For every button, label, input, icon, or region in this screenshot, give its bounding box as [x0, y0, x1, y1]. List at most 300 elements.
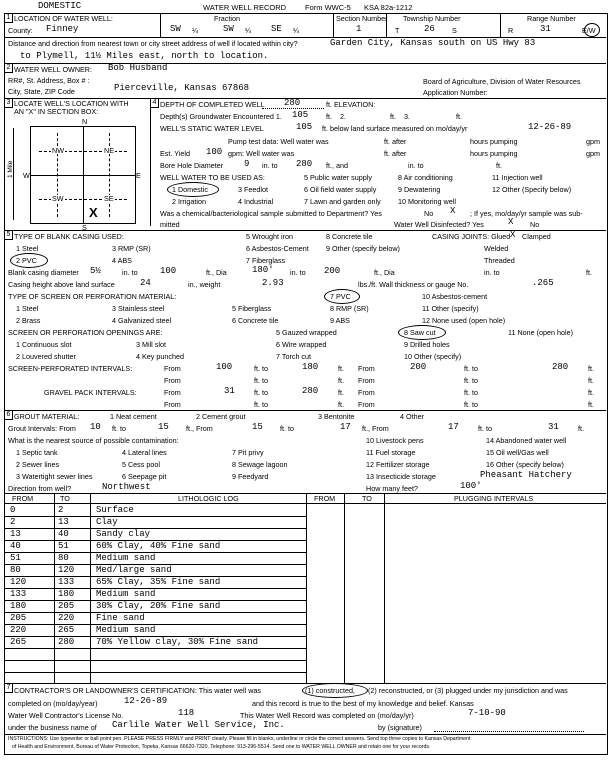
domestic-circle: [167, 182, 219, 197]
dia-ft2: ft., Dia: [374, 268, 395, 277]
use-industrial[interactable]: 4 Industrial: [238, 197, 274, 206]
owner-name[interactable]: Bob Husband: [108, 63, 168, 73]
log-header-from: FROM: [12, 494, 34, 503]
bore-to: in. to: [262, 161, 278, 170]
fraction-3[interactable]: SE: [271, 24, 282, 34]
csz-label: City, State, ZIP Code: [8, 87, 75, 96]
signature-line[interactable]: [434, 731, 584, 732]
screen-rmp[interactable]: 8 RMP (SR): [330, 304, 369, 313]
g1-from[interactable]: 10: [90, 422, 101, 432]
perf-label: SCREEN-PERFORATED INTERVALS:: [8, 364, 133, 373]
diameter-value[interactable]: 5½: [90, 266, 101, 276]
screen-steel[interactable]: 1 Steel: [16, 304, 39, 313]
ksa-number: KSA 82a-1212: [364, 3, 413, 12]
cert-text-3: and this record is true to the best of my knowledge and belief. Kansas: [252, 699, 474, 708]
joints-label: CASING JOINTS: Glued: [432, 232, 511, 241]
gravel-from-2: From: [358, 388, 375, 397]
casing-wrought[interactable]: 5 Wrought iron: [246, 232, 294, 241]
domestic-stamp: DOMESTIC: [38, 1, 82, 11]
perf1-to[interactable]: 180: [302, 362, 319, 372]
county-label: County:: [8, 26, 33, 35]
perf-from: From: [164, 364, 181, 373]
row-divider: [4, 516, 306, 517]
weight-label: in., weight: [188, 280, 221, 289]
use-air[interactable]: 8 Air conditioning: [398, 173, 453, 182]
screen-label: TYPE OF SCREEN OR PERFORATION MATERIAL:: [8, 292, 177, 301]
ft-label: ft.: [588, 364, 594, 373]
log-from[interactable]: 2: [10, 517, 16, 527]
township-value[interactable]: 26: [424, 24, 435, 34]
log-from[interactable]: 180: [10, 601, 27, 611]
elevation-label: ft. ELEVATION:: [326, 100, 376, 109]
threaded-label: Threaded: [484, 256, 515, 265]
dia-depth[interactable]: 100: [160, 266, 177, 276]
divider: [4, 503, 606, 504]
depth-label: DEPTH OF COMPLETED WELL: [160, 100, 265, 109]
hours-label: hours pumping: [470, 149, 518, 158]
open-wire[interactable]: 6 Wire wrapped: [276, 340, 327, 349]
east-label: E: [136, 171, 141, 180]
divider: [4, 734, 606, 735]
howmany-value[interactable]: 100': [460, 481, 482, 491]
owner-label: WATER WELL OWNER:: [14, 65, 92, 74]
open-saw-cut[interactable]: 8 Saw cut: [404, 328, 436, 337]
direction-value[interactable]: Northwest: [102, 482, 151, 492]
grout-cement[interactable]: 2 Cement grout: [196, 412, 246, 421]
section-3-number: 3: [4, 98, 13, 108]
ft-label: ft.: [496, 161, 502, 170]
depth-value[interactable]: 280: [284, 98, 301, 108]
screen-concrete[interactable]: 6 Concrete tile: [232, 316, 279, 325]
use-oilfield[interactable]: 6 Oil field water supply: [304, 185, 377, 194]
open-gauzed[interactable]: 5 Gauzed wrapped: [276, 328, 337, 337]
casing-fiberglass[interactable]: 7 Fiberglass: [246, 256, 286, 265]
casing-other[interactable]: 9 Other (specify below): [326, 244, 400, 253]
height-value[interactable]: 24: [140, 278, 151, 288]
screen-none[interactable]: 12 None used (open hole): [422, 316, 506, 325]
open-mill[interactable]: 3 Mill slot: [136, 340, 166, 349]
openings-label: SCREEN OR PERFORATION OPENINGS ARE:: [8, 328, 163, 337]
casing-abs[interactable]: 4 ABS: [112, 256, 132, 265]
casing-label: TYPE OF BLANK CASING USED:: [14, 232, 124, 241]
cont-cess[interactable]: 5 Cess pool: [122, 460, 160, 469]
joints-x[interactable]: X: [510, 230, 516, 240]
cont-fuel[interactable]: 11 Fuel storage: [366, 448, 416, 457]
ft-label: ft.: [338, 376, 344, 385]
row-divider: [4, 672, 306, 673]
fraction-1[interactable]: SW: [170, 24, 181, 34]
use-public[interactable]: 5 Public water supply: [304, 173, 372, 182]
log-to[interactable]: 133: [58, 577, 75, 587]
log-description[interactable]: Medium sand: [96, 625, 156, 635]
log-from[interactable]: 220: [10, 625, 27, 635]
casing-concrete[interactable]: 8 Concrete tile: [326, 232, 373, 241]
license-value[interactable]: 118: [178, 708, 195, 718]
casing-steel[interactable]: 1 Steel: [16, 244, 39, 253]
signature-label: by (signature): [378, 723, 422, 732]
perf2-from[interactable]: 200: [410, 362, 427, 372]
ft-label: ft.: [338, 364, 344, 373]
other-contamination[interactable]: Pheasant Hatchery: [480, 470, 572, 480]
screen-abs[interactable]: 9 ABS: [330, 316, 350, 325]
perf-from-3: From: [164, 376, 181, 385]
record-date[interactable]: 7-10-90: [468, 708, 506, 718]
divider: [384, 493, 385, 683]
section-box[interactable]: [30, 126, 136, 224]
grout-bentonite[interactable]: 3 Bentonite: [318, 412, 355, 421]
log-header-plugging: PLUGGING INTERVALS: [454, 494, 534, 503]
cont-livestock[interactable]: 10 Livestock pens: [366, 436, 424, 445]
static-value[interactable]: 105: [296, 122, 313, 132]
log-from[interactable]: 40: [10, 541, 21, 551]
cont-lagoon[interactable]: 8 Sewage lagoon: [232, 460, 288, 469]
log-description[interactable]: 65% Clay, 35% Fine sand: [96, 577, 221, 587]
direction-label: Direction from well?: [8, 484, 72, 493]
ne-label: NE: [104, 146, 114, 155]
chem-rest: ; If yes, mo/day/yr sample was sub-: [470, 209, 583, 218]
perf-to-2: ft. to: [464, 364, 478, 373]
log-to[interactable]: 180: [58, 589, 75, 599]
log-to[interactable]: 13: [58, 517, 69, 527]
row-divider: [4, 612, 306, 613]
business-name[interactable]: Carlile Water Well Service, Inc.: [112, 720, 285, 730]
gravel-from-value[interactable]: 31: [224, 386, 235, 396]
cont-other[interactable]: 16 Other (specify below): [486, 460, 564, 469]
section-box-horizontal: [31, 175, 135, 176]
log-from[interactable]: 51: [10, 553, 21, 563]
in-to: in. to: [484, 268, 500, 277]
range-ew: E/W: [582, 26, 596, 35]
ft-label: ft.: [588, 388, 594, 397]
north-label: N: [82, 117, 88, 126]
open-louvered[interactable]: 2 Louvered shutter: [16, 352, 76, 361]
row-divider: [4, 660, 306, 661]
perf1-from[interactable]: 100: [216, 362, 233, 372]
form-title: WATER WELL RECORD: [203, 3, 287, 12]
cont-seepage[interactable]: 6 Seepage pit: [122, 472, 167, 481]
screen-other[interactable]: 11 Other (specify): [422, 304, 479, 313]
section-1-number: 1: [4, 13, 13, 23]
cont-lateral[interactable]: 4 Lateral lines: [122, 448, 167, 457]
log-description[interactable]: Sandy clay: [96, 529, 151, 539]
pump-test-label: Pump test data: Well water was: [228, 137, 329, 146]
cert-text-1: CONTRACTOR'S OR LANDOWNER'S CERTIFICATION: This water well was: [14, 686, 262, 695]
range-r: R: [508, 26, 514, 35]
screen-brass[interactable]: 2 Brass: [16, 316, 41, 325]
section-5-number: 5: [4, 230, 13, 240]
dia2-value[interactable]: 180': [252, 265, 274, 275]
completed-label: completed on (mo/day/year): [8, 699, 98, 708]
divider: [150, 98, 151, 226]
section-2-number: 2: [4, 63, 13, 73]
gpm-label: gpm: [586, 149, 600, 158]
section-value[interactable]: 1: [356, 24, 362, 34]
log-from[interactable]: 265: [10, 637, 27, 647]
divider: [500, 13, 501, 37]
completed-value[interactable]: 12-26-89: [124, 696, 168, 706]
chem-no: No: [424, 209, 434, 218]
divider: [344, 493, 345, 683]
casing-rmp[interactable]: 3 RMP (SR): [112, 244, 151, 253]
township-t: T: [395, 26, 400, 35]
dia2-to: in. to: [290, 268, 306, 277]
yield-value[interactable]: 100: [206, 147, 223, 157]
ft-label: ft.: [326, 112, 332, 121]
gravel-from-4: From: [358, 400, 375, 409]
board-label: Board of Agriculture, Division of Water Resources: [423, 77, 581, 86]
groundwater-value[interactable]: 105: [292, 110, 309, 120]
disinfected-label: Water Well Disinfected? Yes: [394, 220, 484, 229]
open-key[interactable]: 4 Key punched: [136, 352, 184, 361]
thickness-value[interactable]: .265: [532, 278, 554, 288]
use-irrigation[interactable]: 2 Irrigation: [172, 197, 206, 206]
well-location-mark[interactable]: X: [89, 205, 98, 220]
welded-label: Welded: [484, 244, 509, 253]
disinfected-x[interactable]: X: [508, 217, 514, 227]
height-label: Casing height above land surface: [8, 280, 115, 289]
log-header-from-2: FROM: [314, 494, 336, 503]
cont-septic[interactable]: 1 Septic tank: [16, 448, 58, 457]
range-label: Range Number: [527, 14, 576, 23]
log-to[interactable]: 265: [58, 625, 75, 635]
bore-value[interactable]: 9: [244, 159, 250, 169]
instructions-2: of Health and Environment, Bureau of Water Protection, Topeka, Kansas 66620-7320. Telephone: 913-296-5514. Send one to WATER WELL OWNER and retain one for your records.: [12, 744, 431, 750]
casing-pvc[interactable]: 2 PVC: [16, 256, 37, 265]
cert-text-2: (2) reconstructed, or (3) plugged under my jurisdiction and was: [368, 686, 568, 695]
log-description[interactable]: Clay: [96, 517, 118, 527]
divider: [4, 63, 606, 64]
gravel-to: ft. to: [254, 388, 268, 397]
mile-line: [13, 128, 14, 220]
locate-label: LOCATE WELL'S LOCATION WITH: [14, 99, 129, 108]
gpm-label: gpm: [586, 137, 600, 146]
use-other[interactable]: 12 Other (Specify below): [492, 185, 572, 194]
yield-gpm: gpm: Well water was: [228, 149, 295, 158]
form-number: Form WWC-5: [305, 3, 351, 12]
fraction-2[interactable]: SW: [223, 24, 234, 34]
divider: [4, 230, 606, 231]
log-header-lithology: LITHOLOGIC LOG: [178, 494, 239, 503]
grout-intervals-label: Grout Intervals: From: [8, 424, 76, 433]
g3-to[interactable]: 31: [548, 422, 559, 432]
ft-label: ft.: [588, 400, 594, 409]
mitted-label: mitted: [160, 220, 180, 229]
cont-abandoned[interactable]: 14 Abandoned water well: [486, 436, 567, 445]
log-header-to: TO: [60, 494, 70, 503]
bore-to-2: in. to: [408, 161, 424, 170]
perf-from-4: From: [358, 376, 375, 385]
sw-label: SW: [52, 194, 64, 203]
rr-label: RR#, St. Address, Box # :: [8, 76, 90, 85]
perf2-to[interactable]: 280: [552, 362, 569, 372]
cert-constructed[interactable]: (1) constructed,: [305, 686, 355, 695]
log-description[interactable]: Medium sand: [96, 553, 156, 563]
log-description[interactable]: Surface: [96, 505, 134, 515]
nw-label: NW: [52, 146, 64, 155]
log-to[interactable]: 40: [58, 529, 69, 539]
cont-oil[interactable]: 15 Oil well/Gas well: [486, 448, 549, 457]
use-domestic[interactable]: 1 Domestic: [172, 185, 208, 194]
bore-depth[interactable]: 280: [296, 159, 313, 169]
use-dewatering[interactable]: 9 Dewatering: [398, 185, 441, 194]
screen-pvc[interactable]: 7 PVC: [330, 292, 351, 301]
gravel-from: From: [164, 388, 181, 397]
distance-label: Distance and direction from nearest town or city street address of well if located within city?: [8, 39, 298, 48]
section-7-number: 7: [4, 683, 13, 693]
log-description[interactable]: Med/large sand: [96, 565, 172, 575]
use-lawn[interactable]: 7 Lawn and garden only: [304, 197, 381, 206]
log-description[interactable]: 70% Yellow clay, 30% Fine sand: [96, 637, 259, 647]
quarter-1: ¼: [192, 26, 198, 35]
instructions-1: INSTRUCTIONS: Use typewriter or ball point pen. PLEASE PRESS FIRMLY and PRINT clearly. Please fill in blanks, underline or circle the correct answers. Send top three copies to Kansas Department: [8, 736, 471, 742]
static-label: WELL'S STATIC WATER LEVEL: [160, 124, 264, 133]
log-from[interactable]: 133: [10, 589, 27, 599]
row-divider: [4, 648, 306, 649]
log-from[interactable]: 80: [10, 565, 21, 575]
g3-from[interactable]: 17: [448, 422, 459, 432]
gravel-label: GRAVEL PACK INTERVALS:: [44, 388, 137, 397]
saw-cut-circle: [398, 325, 446, 340]
divider: [4, 410, 606, 411]
open-none[interactable]: 11 None (open hole): [508, 328, 573, 337]
grout-label: GROUT MATERIAL:: [14, 412, 80, 421]
casing-asbestos[interactable]: 6 Asbestos-Cement: [246, 244, 309, 253]
cont-privy[interactable]: 7 Pit privy: [232, 448, 264, 457]
log-to[interactable]: 2: [58, 505, 64, 515]
quarter-3: ¼: [293, 26, 299, 35]
open-other[interactable]: 10 Other (specify): [404, 352, 462, 361]
groundwater-label: Depth(s) Groundwater Encountered 1.: [160, 112, 282, 121]
township-label: Township Number: [403, 14, 461, 23]
distance-line-2[interactable]: to Plymell, 11½ Miles east, north to location.: [20, 51, 269, 61]
perf-to-4: ft. to: [464, 376, 478, 385]
screen-galvanized[interactable]: 4 Galvanized steel: [112, 316, 172, 325]
row-divider: [4, 528, 306, 529]
perf-from-2: From: [358, 364, 375, 373]
log-to[interactable]: 120: [58, 565, 75, 575]
fraction-label: Fraction: [214, 14, 240, 23]
distance-line-1[interactable]: Garden City, Kansas south on US Hwy 83: [330, 38, 536, 48]
hours-label: hours pumping: [470, 137, 518, 146]
screen-fiberglass[interactable]: 5 Fiberglass: [232, 304, 272, 313]
section-6-number: 6: [4, 410, 13, 420]
log-to[interactable]: 51: [58, 541, 69, 551]
dia-to: in. to: [122, 268, 138, 277]
constructed-circle: [302, 683, 368, 698]
divider: [386, 13, 387, 37]
owner-city[interactable]: Pierceville, Kansas 67868: [114, 83, 250, 93]
divider: [4, 683, 606, 684]
log-description[interactable]: 60% Clay, 40% Fine sand: [96, 541, 221, 551]
chem-x[interactable]: X: [450, 206, 456, 216]
west-label: W: [23, 171, 30, 180]
cont-insecticide[interactable]: 13 Insecticide storage: [366, 472, 436, 481]
divider: [333, 13, 334, 37]
open-torch[interactable]: 7 Torch cut: [276, 352, 312, 361]
use-label: WELL WATER TO BE USED AS:: [160, 173, 265, 182]
bore-and: ft., and: [326, 161, 348, 170]
log-header-to-2: TO: [362, 494, 372, 503]
use-monitoring[interactable]: 10 Monitoring well: [398, 197, 456, 206]
log-to[interactable]: 205: [58, 601, 75, 611]
business-label: under the business name of: [8, 723, 97, 732]
chem-label: Was a chemical/bacteriological sample submitted to Department? Yes: [160, 209, 382, 218]
gravel-to-2: ft. to: [464, 388, 478, 397]
gravel-to-3: ft. to: [254, 400, 268, 409]
locate-label-2: AN "X" IN SECTION BOX:: [14, 107, 99, 116]
log-from[interactable]: 120: [10, 577, 27, 587]
static-rest: ft. below land surface measured on mo/day/yr: [322, 124, 468, 133]
grout-neat[interactable]: 1 Neat cement: [110, 412, 157, 421]
log-to[interactable]: 280: [58, 637, 75, 647]
record-label: This Water Well Record was completed on (mo/day/yr): [240, 711, 414, 720]
open-continuous[interactable]: 1 Continuous slot: [16, 340, 72, 349]
g2-from[interactable]: 15: [252, 422, 263, 432]
dia2-depth[interactable]: 200: [324, 266, 341, 276]
screen-asbestos[interactable]: 10 Asbestos-cement: [422, 292, 488, 301]
ft-label: ft.: [456, 112, 462, 121]
gw-2-label: 2.: [340, 112, 346, 121]
ft-label: ft.: [390, 112, 396, 121]
township-s: S: [452, 26, 457, 35]
log-to[interactable]: 220: [58, 613, 75, 623]
gravel-to-value[interactable]: 280: [302, 386, 319, 396]
cont-feedyard[interactable]: 9 Feedyard: [232, 472, 269, 481]
divider: [160, 13, 161, 37]
gravel-from-3: From: [164, 400, 181, 409]
log-description[interactable]: Medium sand: [96, 589, 156, 599]
location-label: LOCATION OF WATER WELL:: [14, 14, 113, 23]
grout-other[interactable]: 4 Other: [400, 412, 424, 421]
g1-to[interactable]: 15: [158, 422, 169, 432]
blank-line: [262, 108, 324, 109]
after-label: ft. after: [384, 137, 407, 146]
weight-value[interactable]: 2.93: [262, 278, 284, 288]
se-label: SE: [104, 194, 114, 203]
howmany-label: How many feet?: [366, 484, 418, 493]
cont-sewer[interactable]: 2 Sewer lines: [16, 460, 60, 469]
east-circle: [584, 23, 600, 37]
gw-3-label: 3.: [404, 112, 410, 121]
log-from[interactable]: 205: [10, 613, 27, 623]
use-injection[interactable]: 11 Injection well: [492, 173, 543, 182]
screen-pvc-circle: [324, 289, 360, 304]
mile-label: 1 Mile: [7, 160, 14, 178]
log-description[interactable]: 30% Clay, 20% Fine sand: [96, 601, 221, 611]
south-label: S: [82, 223, 87, 232]
log-description[interactable]: Fine sand: [96, 613, 145, 623]
log-from[interactable]: 0: [10, 505, 16, 515]
section-label: Section Number: [336, 14, 388, 23]
cont-watertight[interactable]: 3 Watertight sewer lines: [16, 472, 93, 481]
disinfected-no: No: [530, 220, 540, 229]
ft-end: ft.: [586, 268, 592, 277]
g2-to[interactable]: 17: [340, 422, 351, 432]
screen-stainless[interactable]: 3 Stainless steel: [112, 304, 165, 313]
ft-label: ft.: [588, 376, 594, 385]
diameter-label: Blank casing diameter: [8, 268, 79, 277]
static-date[interactable]: 12-26-89: [528, 122, 572, 132]
use-feedlot[interactable]: 3 Feedlot: [238, 185, 268, 194]
county-value[interactable]: Finney: [46, 24, 79, 34]
cont-fertilizer[interactable]: 12 Fertilizer storage: [366, 460, 430, 469]
log-to[interactable]: 80: [58, 553, 69, 563]
open-drilled[interactable]: 9 Drilled holes: [404, 340, 450, 349]
log-from[interactable]: 13: [10, 529, 21, 539]
range-value[interactable]: 31: [540, 24, 551, 34]
divider: [306, 493, 307, 683]
section-4-number: 4: [150, 98, 159, 108]
